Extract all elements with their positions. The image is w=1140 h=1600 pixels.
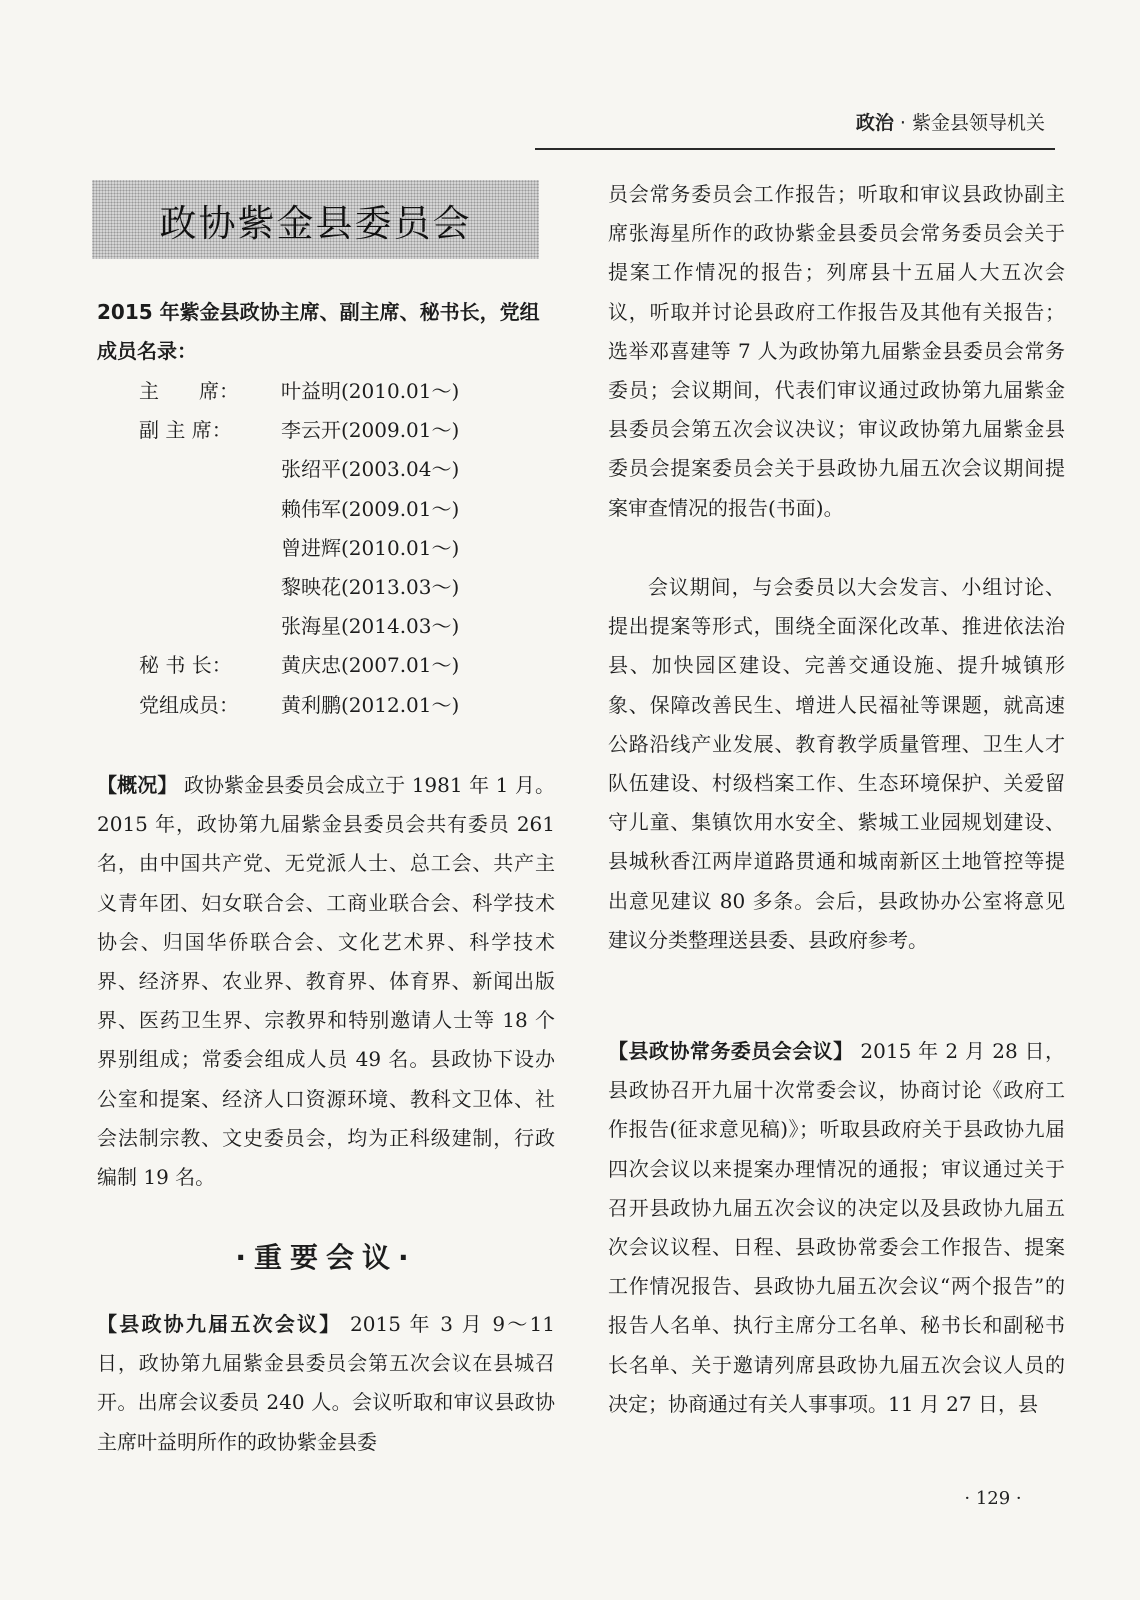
roster-intro-text: 2015 年紫金县政协主席、副主席、秘书长，党组成员名录： [97, 300, 540, 364]
header-subsection: 紫金县领导机关 [911, 112, 1045, 134]
roster-name: 李云开(2009.01～) [281, 418, 460, 443]
right-paragraph-1 [608, 175, 1065, 528]
roster-name: 赖伟军(2009.01～) [281, 496, 460, 521]
roster-name: 张海星(2014.03～) [281, 614, 460, 639]
roster-row [97, 529, 555, 568]
right-paragraph-1-text: 员会常务委员会工作报告；听取和审议县政协副主席张海星所作的政协紫金县委员会常务委员会关于提案工作情况的报告；列席县十五届人大五次会议，听取并讨论县政府工作报告及其他有关报告；选举邓喜建等 7 人为政协第九届紫金县委员会常务委员；会议期间，代表们审议通过政协第九届紫金县委员会第五次会议决议；审议政协第九届紫金县委员会提案委员会关于县政协九届五次会议期间提案审查情况的报告(书面)。 [608, 182, 1065, 520]
meeting1-paragraph [97, 1305, 555, 1462]
roster-row [97, 490, 555, 529]
roster-name: 叶益明(2010.01～) [281, 379, 460, 403]
roster-row [97, 411, 555, 450]
section-heading: ·重要会议· [235, 1241, 417, 1274]
meeting2-paragraph [608, 1032, 1065, 1424]
meeting1-text: 2015 年 3 月 9～11 日，政协第九届紫金县委员会第五次会议在县城召开。出席会议委员 240 人。会议听取和审议县政协主席叶益明所作的政协紫金县委 [97, 1312, 556, 1454]
roster-name: 曾进辉(2010.01～) [281, 535, 460, 560]
overview-keyword: 【概况】 [97, 773, 178, 797]
roster-row [97, 450, 555, 489]
overview-text: 政协紫金县委员会成立于 1981 年 1 月。2015 年，政协第九届紫金县委员会共有委员 261 名，由中国共产党、无党派人士、总工会、共产主义青年团、妇女联合会、工商业联合会、科学技术协会、归国华侨联合会、文化艺术界、科学技术界、经济界、农业界、教育界、体育界、新闻出版界、医药卫生界、宗教界和特别邀请人士等 18 个界别组成；常委会组成人员 49 名。县政协下设办公室和提案、经济人口资源环境、教科文卫体、社会法制宗教、文史委员会，均为正科级建制，行政编制 19 名。 [97, 773, 555, 1190]
roster-label: 副 主 席： [139, 418, 232, 443]
header-separator: · [899, 112, 906, 134]
running-header [600, 108, 1045, 135]
meeting2-keyword: 【县政协常务委员会会议】 [608, 1039, 854, 1063]
roster-row [97, 607, 555, 646]
roster-row [97, 686, 555, 725]
meeting1-keyword: 【县政协九届五次会议】 [97, 1312, 342, 1336]
title-box [92, 180, 539, 259]
roster-label: 秘 书 长： [139, 653, 232, 678]
page-number: · 129 · [964, 1488, 1022, 1509]
roster-row [97, 568, 555, 607]
roster-intro [97, 293, 555, 371]
roster-label [97, 568, 281, 607]
right-paragraph-2 [608, 568, 1065, 960]
roster-row [97, 372, 555, 411]
right-paragraph-2-text: 会议期间，与会委员以大会发言、小组讨论、提出提案等形式，围绕全面深化改革、推进依法治县、加快园区建设、完善交通设施、提升城镇形象、保障改善民生、增进人民福祉等课题，就高速公路沿线产业发展、教育教学质量管理、卫生人才队伍建设、村级档案工作、生态环境保护、关爱留守儿童、集镇饮用水安全、紫城工业园规划建设、县城秋香江两岸道路贯通和城南新区土地管控等提出意见建议 80 多条。会后，县政协办公室将意见建议分类整理送县委、县政府参考。 [608, 575, 1065, 952]
overview-paragraph [97, 766, 555, 1197]
roster-label [97, 529, 281, 568]
roster-label: 党组成员： [139, 692, 239, 717]
roster-label [97, 490, 281, 529]
roster-row [97, 646, 555, 685]
roster-name: 黄利鹏(2012.01～) [281, 692, 460, 717]
roster-name: 黎映花(2013.03～) [281, 575, 460, 600]
roster-label [97, 450, 281, 489]
header-rule [535, 148, 1055, 150]
meeting2-text: 2015 年 2 月 28 日，县政协召开九届十次常委会议，协商讨论《政府工作报告(征求意见稿)》；听取县政府关于县政协九届四次会议以来提案办理情况的通报；审议通过关于召开县政协九届五次会议的决定以及县政协九届五次会议议程、日程、县政协常委会工作报告、提案工作情况报告、县政协九届五次会议“两个报告”的报告人名单、执行主席分工名单、秘书长和副秘书长名单、关于邀请列席县政协九届五次会议人员的决定；协商通过有关人事事项。11 月 27 日，县 [608, 1039, 1066, 1416]
roster-list [97, 372, 555, 725]
page-title: 政协紫金县委员会 [159, 201, 472, 245]
roster-label [97, 607, 281, 646]
roster-name: 张绍平(2003.04～) [281, 457, 460, 482]
header-section: 政治 [855, 112, 894, 134]
roster-label: 主 席： [139, 379, 239, 403]
roster-name: 黄庆忠(2007.01～) [281, 653, 460, 678]
